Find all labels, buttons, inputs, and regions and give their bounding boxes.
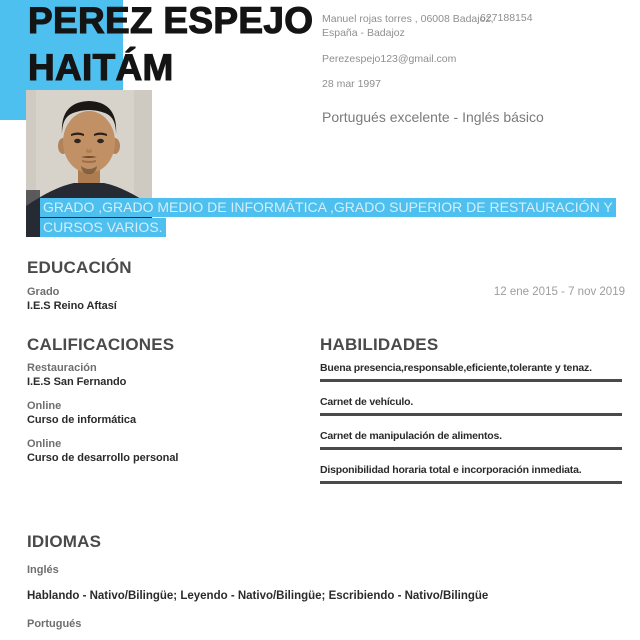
objective-highlight [40,197,622,237]
language-detail: Hablando - Nativo/Bilingüe; Leyendo - Nativo/Bilingüe; Escribiendo - Nativo/Bilingüe [27,590,489,602]
skill-underline-bar [320,413,622,416]
qualification-entry [27,362,312,389]
skill-item [320,430,622,450]
applicant-name [28,0,313,91]
qualification-name: Curso de informática [27,414,137,426]
education-school: I.E.S Reino Aftasí [27,300,117,312]
skill-text: Carnet de vehículo. [320,396,414,408]
languages-section [27,533,537,630]
languages-summary: Portugués excelente - Inglés básico [322,109,544,125]
skill-underline-bar [320,379,622,382]
section-title-education: EDUCACIÓN [27,258,132,277]
skill-item [320,396,622,416]
qualification-label: Restauración [27,362,97,374]
qualification-name: Curso de desarrollo personal [27,452,179,464]
contact-phone: 627188154 [480,12,533,24]
qualification-label: Online [27,400,62,412]
address-line1: Manuel rojas torres , 06008 Badajoz, [322,13,494,25]
section-title-languages: IDIOMAS [27,532,102,551]
skill-underline-bar [320,447,622,450]
qualification-entry [27,438,312,465]
applicant-name-line1: PEREZ ESPEJO [28,0,314,41]
section-title-qualifications: CALIFICACIONES [27,335,175,354]
qualification-label: Online [27,438,62,450]
skill-item [320,464,622,484]
address-line2: España - Badajoz [322,27,405,39]
qualification-name: I.E.S San Fernando [27,376,127,388]
skill-text: Buena presencia,responsable,eficiente,tolerante y tenaz. [320,362,592,374]
contact-birthdate: 28 mar 1997 [322,78,381,90]
skills-column [320,336,622,498]
objective-text: GRADO ,GRADO MEDIO DE INFORMÁTICA ,GRADO SUPERIOR DE RESTAURACIÓN Y CURSOS VARIOS. [40,198,616,237]
skill-text: Carnet de manipulación de alimentos. [320,430,502,442]
contact-address [322,12,494,40]
qualifications-column [27,336,312,476]
section-title-skills: HABILIDADES [320,335,439,354]
applicant-name-line2: HAITÁM [28,47,174,88]
contact-email: Perezespejo123@gmail.com [322,53,457,65]
skill-text: Disponibilidad horaria total e incorporación inmediata. [320,464,582,476]
language-name: Portugués [27,617,82,630]
language-name: Inglés [27,564,59,576]
skill-item [320,362,622,382]
qualification-entry [27,400,312,427]
education-dates: 12 ene 2015 - 7 nov 2019 [493,286,625,298]
skill-underline-bar [320,481,622,484]
education-degree: Grado [27,286,60,298]
